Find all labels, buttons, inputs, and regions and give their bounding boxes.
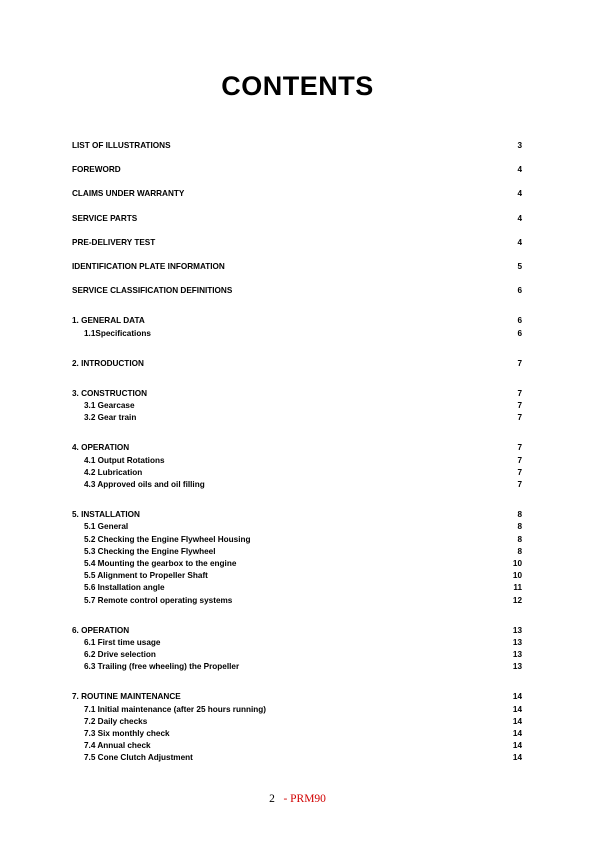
toc-subentry-page: 10 [512,558,522,568]
toc-subentry[interactable] [72,455,524,467]
toc-subentry-label: 7.2 Daily checks [84,716,148,726]
toc-subentry-label: 5.1 General [84,522,129,532]
toc-subentry-page: 12 [512,595,522,605]
toc-subentry-page: 10 [512,571,522,581]
toc-section-page: 7 [517,358,522,368]
toc-entry-label: SERVICE PARTS [72,213,138,223]
toc-entry-page: 3 [517,141,522,150]
page-title: CONTENTS [221,71,374,101]
toc-subentry-label: 7.5 Cone Clutch Adjustment [84,753,193,763]
toc-entry-label: SERVICE CLASSIFICATION DEFINITIONS [72,286,233,296]
toc-subentry[interactable] [72,467,524,479]
toc-section-label: 1. GENERAL DATA [72,316,145,326]
toc-entry[interactable] [72,237,524,249]
toc-subentry-label: 6.3 Trailing (free wheeling) the Propeller [84,662,240,672]
toc-subentry-page: 7 [517,467,522,477]
page-footer [0,793,595,805]
toc-subentry[interactable] [72,400,524,412]
toc-subentry-page: 8 [517,546,522,556]
toc-subentry-label: 5.5 Alignment to Propeller Shaft [84,571,208,581]
toc-entry[interactable] [72,188,524,200]
toc-subentry-page: 14 [512,716,522,726]
toc-section-label: 7. ROUTINE MAINTENANCE [72,692,181,702]
toc-entry-label: FOREWORD [72,165,121,175]
toc-section-label: 5. INSTALLATION [72,510,140,520]
toc-section-page: 14 [512,692,522,702]
toc-subentry-page: 11 [513,583,522,593]
toc-subentry-label: 4.2 Lubrication [84,467,143,477]
toc-subentry-page: 14 [512,753,522,763]
toc-entry[interactable] [72,140,524,152]
toc-entry[interactable] [72,213,524,225]
toc-section-page: 8 [517,510,522,520]
toc-section-page: 7 [517,388,522,398]
toc-entry-page: 4 [517,213,522,223]
toc-subentry[interactable] [72,534,524,546]
toc-section-page: 7 [517,443,522,453]
toc-subentry-label: 5.4 Mounting the gearbox to the engine [84,558,237,568]
toc-subentry[interactable] [72,479,524,491]
toc-subentry-label: 7.4 Annual check [84,741,151,751]
toc-subentry[interactable] [72,637,524,649]
toc-subentry-page: 14 [512,729,522,738]
toc-section-heading[interactable] [72,625,524,637]
toc-subentry[interactable] [72,328,524,340]
toc-entry-label: IDENTIFICATION PLATE INFORMATION [72,261,225,271]
toc-subentry[interactable] [72,521,524,533]
toc-subentry-label: 4.3 Approved oils and oil filling [84,480,205,489]
toc-section-page: 13 [512,625,522,635]
toc-entry-page: 4 [517,189,522,199]
toc-subentry-label: 5.3 Checking the Engine Flywheel [84,546,216,556]
toc-subentry-label: 1.1Specifications [84,328,151,338]
table-of-contents [72,140,524,765]
toc-entry[interactable] [72,164,524,176]
toc-entry-page: 6 [517,286,522,296]
toc-section-label: 4. OPERATION [72,443,130,453]
toc-subentry[interactable] [72,595,524,607]
toc-subentry[interactable] [72,704,524,716]
toc-subentry-page: 13 [512,637,522,647]
toc-entry-label: PRE-DELIVERY TEST [72,237,156,247]
toc-subentry[interactable] [72,740,524,752]
toc-entry[interactable] [72,285,524,297]
page-number: 2 [269,793,275,805]
toc-section-heading[interactable] [72,442,524,454]
toc-subentry-page: 14 [512,741,522,751]
toc-entry-page: 4 [517,165,522,175]
model-name: - PRM90 [283,793,326,805]
toc-subentry-label: 5.2 Checking the Engine Flywheel Housing [84,534,251,544]
toc-subentry[interactable] [72,570,524,582]
toc-subentry-page: 14 [512,704,522,714]
toc-subentry[interactable] [72,716,524,728]
toc-section-label: 6. OPERATION [72,625,130,635]
toc-entry-page: 5 [517,261,522,271]
toc-section-heading[interactable] [72,509,524,521]
toc-subentry-label: 6.2 Drive selection [84,650,156,660]
toc-subentry-label: 6.1 First time usage [84,637,161,647]
toc-section-label: 3. CONSTRUCTION [72,388,148,398]
toc-subentry[interactable] [72,728,524,740]
toc-subentry-label: 3.2 Gear train [84,413,137,423]
toc-subentry[interactable] [72,546,524,558]
toc-subentry[interactable] [72,582,524,594]
toc-entry[interactable] [72,261,524,273]
toc-subentry-label: 5.6 Installation angle [84,583,165,593]
toc-subentry-label: 5.7 Remote control operating systems [84,595,233,605]
toc-subentry[interactable] [72,649,524,661]
toc-section-label: 2. INTRODUCTION [72,358,144,368]
toc-subentry-page: 8 [517,534,522,544]
toc-subentry-label: 7.1 Initial maintenance (after 25 hours running) [84,704,266,714]
toc-subentry-page: 8 [517,522,522,532]
toc-section-heading[interactable] [72,691,524,703]
toc-subentry[interactable] [72,752,524,764]
toc-subentry-label: 3.1 Gearcase [84,401,135,411]
toc-subentry-page: 7 [517,455,522,465]
toc-entry-label: LIST OF ILLUSTRATIONS [72,141,171,150]
toc-subentry[interactable] [72,412,524,424]
toc-subentry[interactable] [72,661,524,673]
toc-subentry-page: 7 [517,413,522,423]
toc-subentry-page: 13 [512,650,522,660]
toc-subentry[interactable] [72,558,524,570]
toc-subentry-label: 4.1 Output Rotations [84,455,165,465]
toc-entry-label: CLAIMS UNDER WARRANTY [72,189,185,199]
toc-entry-page: 4 [517,237,522,247]
toc-subentry-label: 7.3 Six monthly check [84,729,170,738]
toc-section-heading[interactable] [72,315,524,327]
toc-section-page: 6 [517,316,522,326]
toc-subentry-page: 6 [517,328,522,338]
toc-subentry-page: 7 [517,401,522,411]
toc-section-heading[interactable] [72,358,524,370]
toc-subentry-page: 7 [517,480,522,489]
toc-section-heading[interactable] [72,388,524,400]
toc-subentry-page: 13 [512,662,522,672]
